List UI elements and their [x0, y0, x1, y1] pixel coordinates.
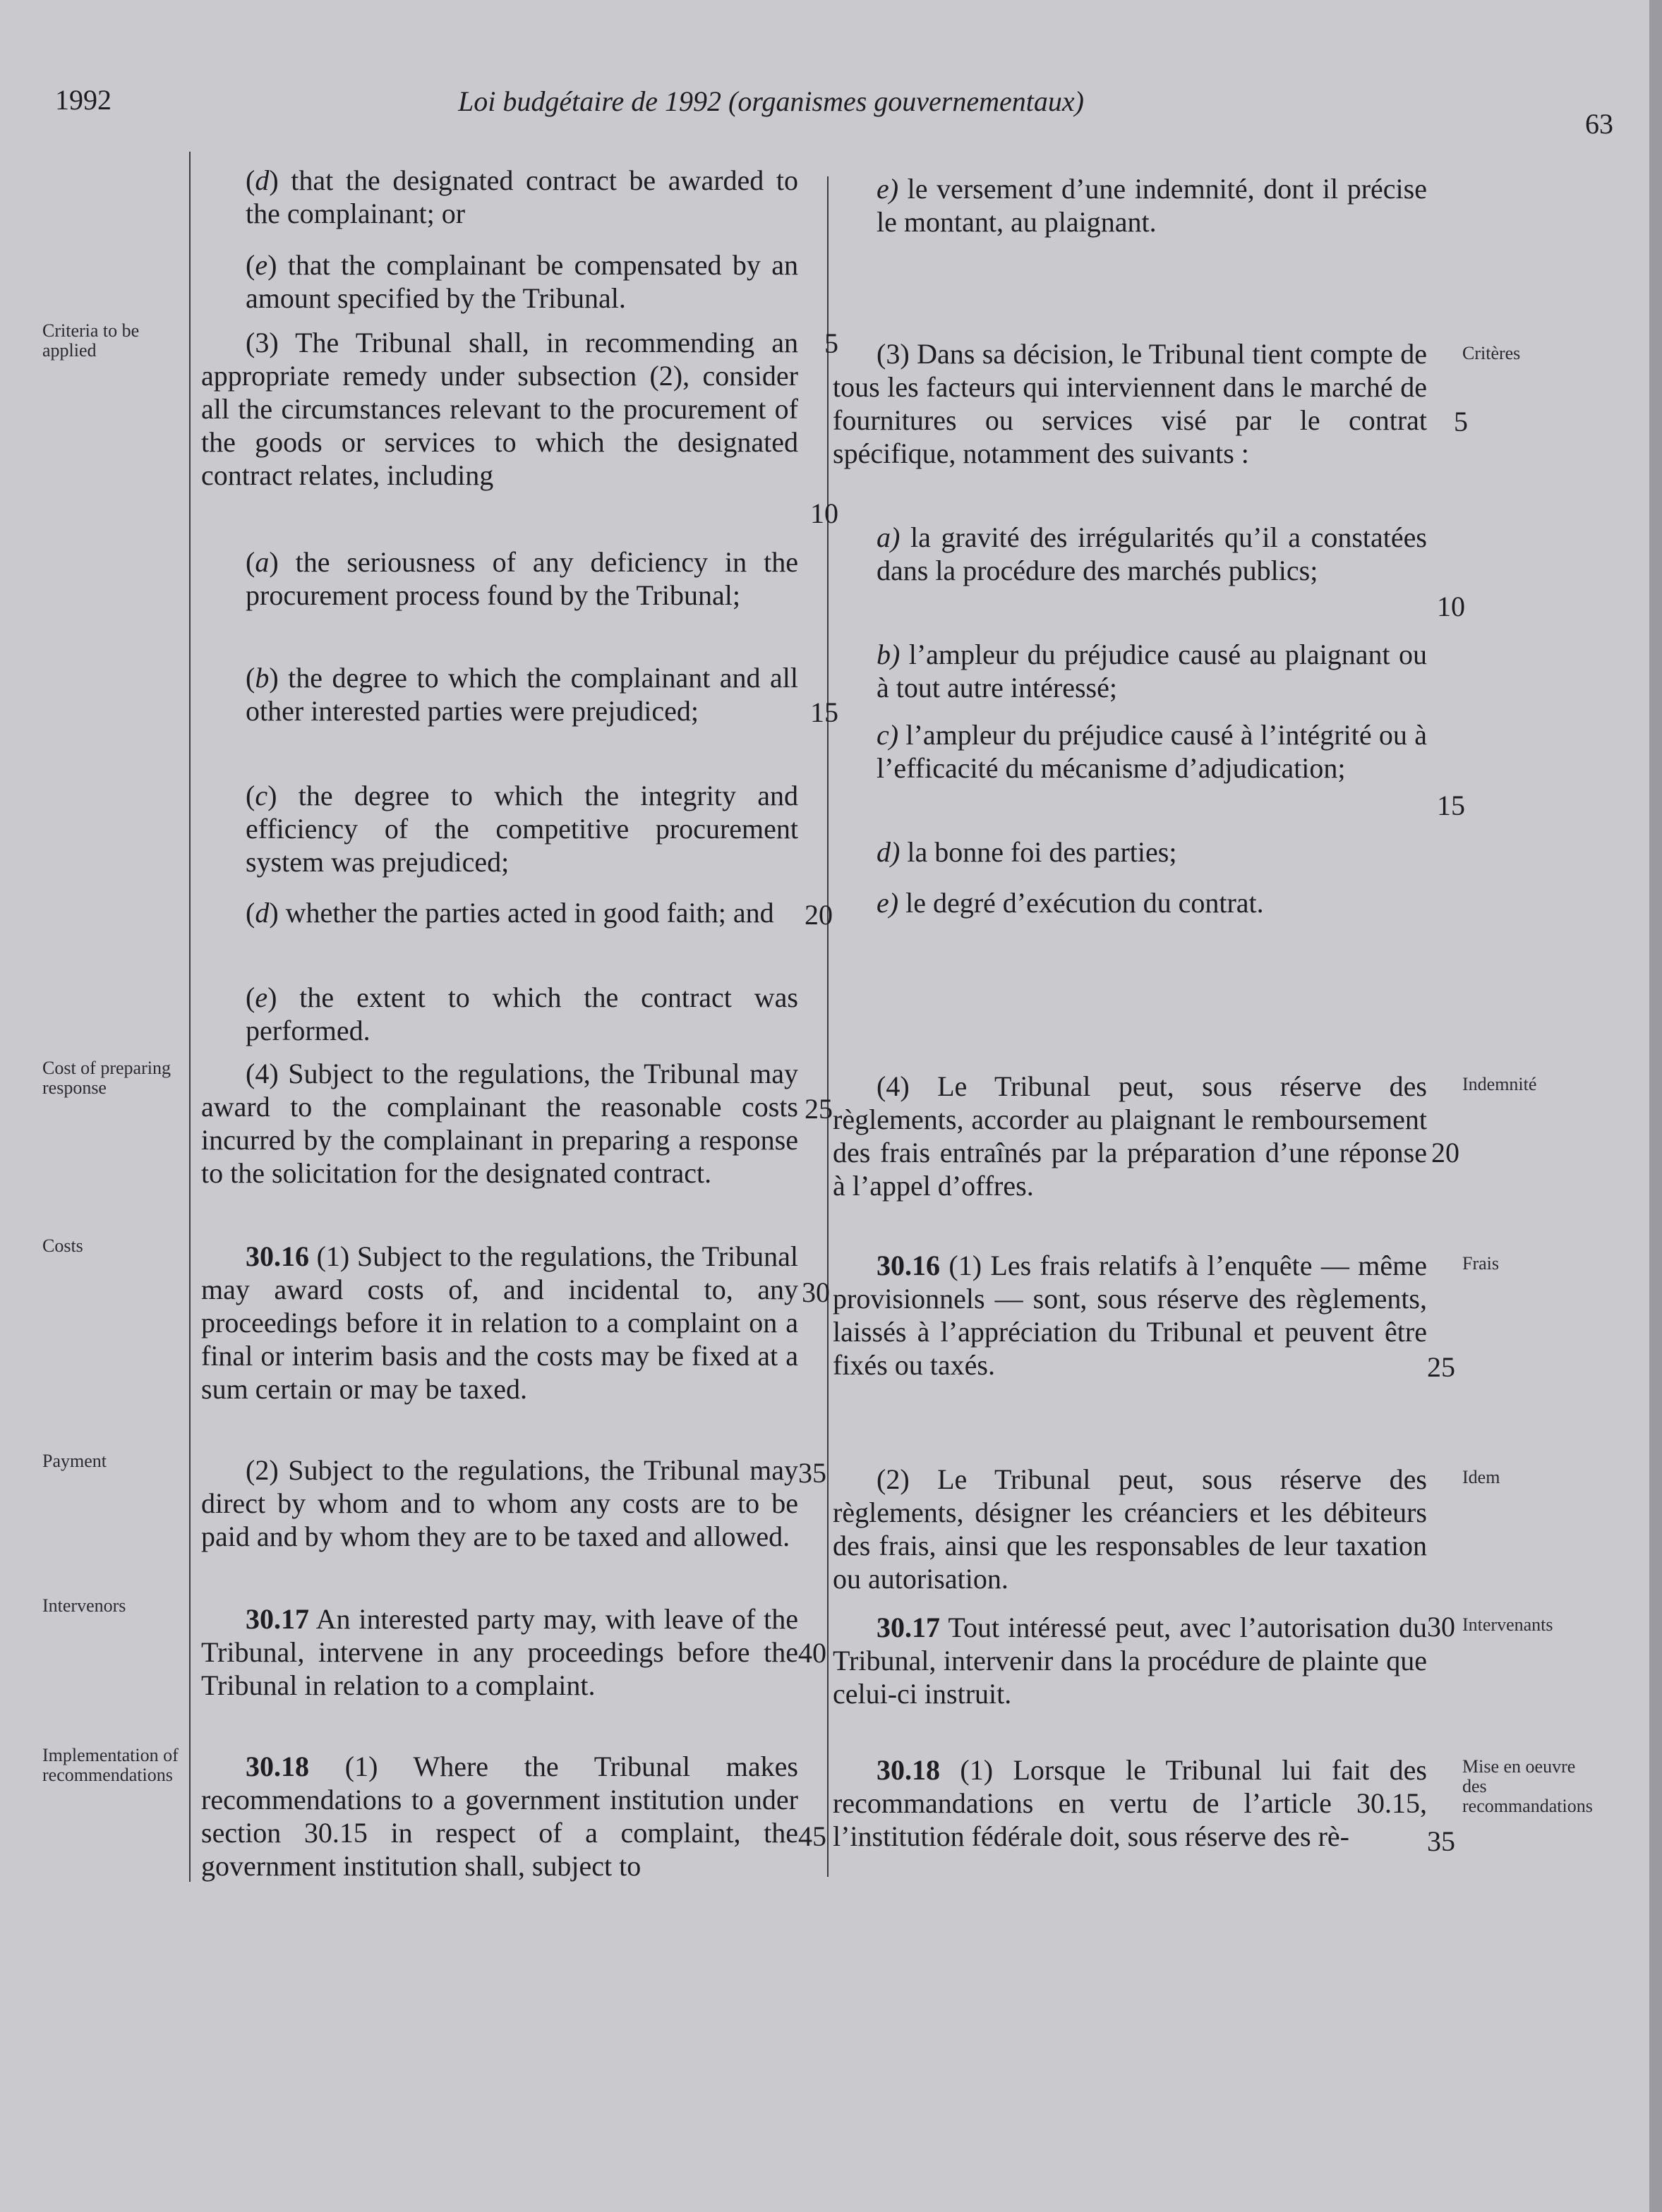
item-letter: d) — [877, 836, 901, 868]
margin-note-costs: Costs — [42, 1235, 83, 1256]
paragraph-text: l’ampleur du préjudice causé à l’intégrité ou à l’efficacité du mécanisme d’adjudication; — [877, 719, 1427, 784]
section-en-30-17 — [201, 1602, 798, 1702]
section-fr-30-17 — [833, 1611, 1427, 1710]
paragraph-en-3b: (b) the degree to which the complainant and all other interested parties were prejudiced; — [246, 662, 798, 727]
margin-note-intervenors: Intervenors — [42, 1595, 126, 1616]
subsection-en-4: (4) Subject to the regulations, the Tribunal may award to the complainant the reasonable costs incurred by the complainant in preparing a response to the solicitation for the designated contract. — [201, 1058, 798, 1189]
line-number: 5 — [824, 327, 838, 359]
subsection-fr-4: (4) Le Tribunal peut, sous réserve des règlements, accorder au plaignant le remboursement des frais entraînés par la préparation d’une réponse à l’appel d’offres. — [833, 1070, 1427, 1202]
item-letter: c — [255, 780, 268, 811]
margin-note-payment: Payment — [42, 1451, 107, 1471]
paragraph-en-3a: (a) the seriousness of any deficiency in the procurement process found by the Tribunal; — [246, 546, 798, 611]
header-year: 1992 — [55, 84, 112, 116]
section-fr-30-18 — [833, 1753, 1427, 1853]
paragraph-en-e: (e) that the complainant be compensated by an amount specified by the Tribunal. — [246, 249, 798, 314]
line-number: 10 — [810, 497, 838, 529]
line-number: 20 — [805, 899, 833, 931]
paragraph-text: the extent to which the contract was performed. — [246, 981, 798, 1046]
paragraph-text: the seriousness of any deficiency in the procurement process found by the Tribunal; — [246, 546, 798, 611]
section-number: 30.17 — [877, 1612, 940, 1643]
section-en-30-18 — [201, 1750, 798, 1882]
item-letter: e — [255, 249, 268, 281]
header-title: Loi budgétaire de 1992 (organismes gouvernementaux) — [458, 85, 1084, 117]
section-en-30-16-1 — [201, 1240, 798, 1406]
paragraph-en-3c: (c) the degree to which the integrity and efficiency of the competitive procurement system was prejudiced; — [246, 780, 798, 878]
margin-note-intervenants: Intervenants — [1462, 1614, 1553, 1635]
paragraph-text: le degré d’exécution du contrat. — [898, 887, 1264, 919]
line-number: 25 — [805, 1093, 833, 1125]
paragraph-text: the degree to which the complainant and all other interested parties were prejudiced; — [246, 662, 798, 727]
line-number: 15 — [1437, 790, 1465, 821]
page-edge — [1649, 0, 1662, 2212]
section-text: (1) Subject to the regulations, the Tribunal may award costs of, and incidental to, any proceedings before it in relation to a complaint on a final or interim basis and the costs may be fixed at a sum certain or may be taxed. — [201, 1240, 798, 1405]
section-fr-30-16-1 — [833, 1249, 1427, 1382]
item-letter: e — [255, 981, 268, 1013]
section-text: (1) Les frais relatifs à l’enquête — même provisionnels — sont, sous réserve des règlements, laissés à l’appréciation du Tribunal et peuvent être fixés ou taxés. — [833, 1250, 1427, 1381]
margin-note-frais: Frais — [1462, 1253, 1499, 1274]
paragraph-en-d: (d) that the designated contract be awarded to the complainant; or — [246, 164, 798, 229]
page-number: 63 — [1585, 108, 1613, 140]
line-number: 10 — [1437, 591, 1465, 622]
paragraph-text: that the complainant be compensated by an amount specified by the Tribunal. — [246, 249, 798, 314]
item-letter: d — [255, 164, 270, 196]
item-letter: c) — [877, 719, 899, 751]
section-number: 30.16 — [246, 1240, 309, 1272]
line-number: 45 — [798, 1820, 826, 1852]
section-text: (1) Lorsque le Tribunal lui fait des recommandations en vertu de l’article 30.15, l’institution fédérale doit, sous réserve des rè- — [833, 1754, 1427, 1852]
paragraph-text: la bonne foi des parties; — [900, 836, 1177, 868]
section-text: An interested party may, with leave of the Tribunal, intervene in any proceedings before the Tribunal in relation to a complaint. — [201, 1603, 798, 1701]
item-letter: e) — [877, 887, 899, 919]
line-number: 20 — [1431, 1137, 1459, 1168]
item-letter: b — [255, 662, 270, 694]
line-number: 35 — [798, 1457, 826, 1489]
margin-note-mise-en-oeuvre: Mise en oeuvre des recommandations — [1462, 1756, 1593, 1816]
section-number: 30.16 — [877, 1250, 940, 1281]
paragraph-fr-3c — [877, 718, 1427, 785]
paragraph-en-3e: (e) the extent to which the contract was performed. — [246, 981, 798, 1046]
line-number: 30 — [802, 1276, 830, 1308]
paragraph-text: that the designated contract be awarded to the complainant; or — [246, 164, 798, 229]
paragraph-text: la gravité des irrégularités qu’il a constatées dans la procédure des marchés publics; — [877, 521, 1427, 586]
column-rule-right — [827, 176, 829, 1877]
line-number: 30 — [1427, 1611, 1455, 1643]
paragraph-text: whether the parties acted in good faith; and — [278, 897, 774, 929]
paragraph-fr-3d — [877, 835, 1427, 869]
paragraph-fr-3e — [877, 886, 1427, 919]
subsection-en-3: (3) The Tribunal shall, in recommending an appropriate remedy under subsection (2), consider all the circumstances relevant to the procurement of the goods or services to which the designated contract relates, including — [201, 327, 798, 491]
section-number: 30.18 — [246, 1751, 309, 1782]
section-text: (1) Where the Tribunal makes recommendations to a government institution under section 30.15 in respect of a complaint, the government institution shall, subject to — [201, 1751, 798, 1882]
paragraph-fr-3a — [877, 521, 1427, 587]
margin-note-implementation: Implementation of recommendations — [42, 1745, 179, 1785]
paragraph-fr-e — [877, 172, 1427, 238]
item-letter: b) — [877, 639, 901, 670]
margin-note-criteria: Criteria to be applied — [42, 320, 140, 361]
item-letter: a) — [877, 521, 901, 553]
margin-note-cost-of-preparing: Cost of preparing response — [42, 1058, 171, 1098]
paragraph-text: le versement d’une indemnité, dont il précise le montant, au plaignant. — [877, 173, 1427, 238]
line-number: 40 — [798, 1637, 826, 1669]
line-number: 25 — [1427, 1351, 1455, 1383]
column-rule-left — [189, 152, 191, 1882]
margin-note-indemnite: Indemnité — [1462, 1074, 1537, 1094]
item-letter: d — [255, 897, 270, 929]
section-number: 30.17 — [246, 1603, 309, 1635]
subsection-fr-30-16-2: (2) Le Tribunal peut, sous réserve des règlements, désigner les créanciers et les débiteurs des frais, ainsi que les responsables de leur taxation ou autorisation. — [833, 1463, 1427, 1595]
line-number: 15 — [810, 696, 838, 728]
subsection-en-30-16-2: (2) Subject to the regulations, the Tribunal may direct by whom and to whom any costs are to be paid and by whom they are to be taxed and allowed. — [201, 1454, 798, 1552]
subsection-fr-3: (3) Dans sa décision, le Tribunal tient compte de tous les facteurs qui interviennent dans le marché de fournitures ou services visé par le contrat spécifique, notamment des suivants : — [833, 338, 1427, 469]
paragraph-en-3d: (d) whether the parties acted in good faith; and — [246, 897, 774, 929]
paragraph-text: l’ampleur du préjudice causé au plaignant ou à tout autre intéressé; — [877, 639, 1427, 703]
margin-note-criteres: Critères — [1462, 343, 1521, 363]
section-text: Tout intéressé peut, avec l’autorisation du Tribunal, intervenir dans la procédure de plainte que celui-ci instruit. — [833, 1612, 1427, 1710]
section-number: 30.18 — [877, 1754, 940, 1786]
paragraph-fr-3b — [877, 638, 1427, 704]
line-number: 35 — [1427, 1825, 1455, 1857]
paragraph-text: the degree to which the integrity and efficiency of the competitive procurement system was prejudiced; — [246, 780, 798, 878]
item-letter: e) — [877, 173, 899, 205]
margin-note-idem: Idem — [1462, 1467, 1500, 1487]
item-letter: a — [255, 546, 270, 578]
line-number: 5 — [1454, 406, 1468, 437]
